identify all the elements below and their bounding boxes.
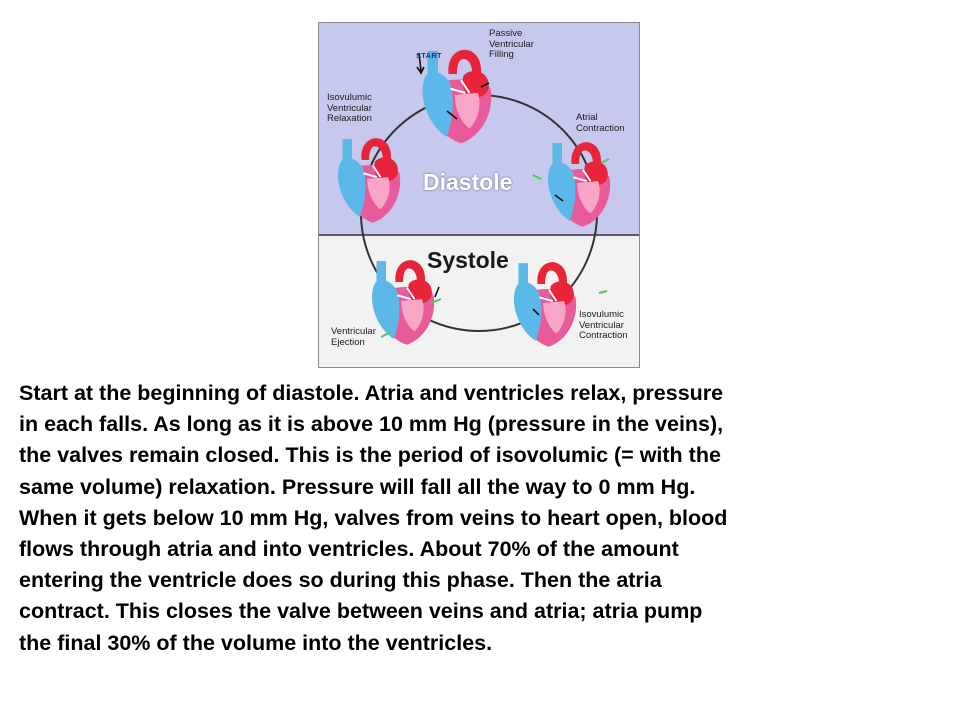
systole-label: Systole xyxy=(427,247,509,273)
label-atrial-contraction: Atrial Contraction xyxy=(576,112,625,134)
text-line: contract. This closes the valve between veins and atria; atria pump xyxy=(19,599,703,624)
text-line: entering the ventricle does so during this phase. Then the atria xyxy=(19,568,662,593)
cardiac-cycle-diagram xyxy=(318,22,640,368)
text-line: When it gets below 10 mm Hg, valves from veins to heart open, blood xyxy=(19,505,728,530)
label-passive-filling: Passive Ventricular Filling xyxy=(489,28,534,60)
text-line: the final 30% of the volume into the ventricles. xyxy=(19,630,493,655)
label-isovolumic-relaxation: Isovulumic Ventricular Relaxation xyxy=(327,92,372,124)
diastole-label: Diastole xyxy=(423,169,513,195)
start-label: START xyxy=(416,51,442,60)
explanation-text xyxy=(19,378,949,659)
text-line: flows through atria and into ventricles. About 70% of the amount xyxy=(19,537,679,562)
label-isovolumic-contraction: Isovulumic Ventricular Contraction xyxy=(579,309,628,341)
text-line: same volume) relaxation. Pressure will fall all the way to 0 mm Hg. xyxy=(19,474,696,499)
text-line: in each falls. As long as it is above 10 mm Hg (pressure in the veins), xyxy=(19,412,724,437)
text-line: Start at the beginning of diastole. Atria and ventricles relax, pressure xyxy=(19,381,724,405)
label-ventricular-ejection: Ventricular Ejection xyxy=(331,326,376,348)
text-line: the valves remain closed. This is the period of isovolumic (= with the xyxy=(19,443,721,468)
